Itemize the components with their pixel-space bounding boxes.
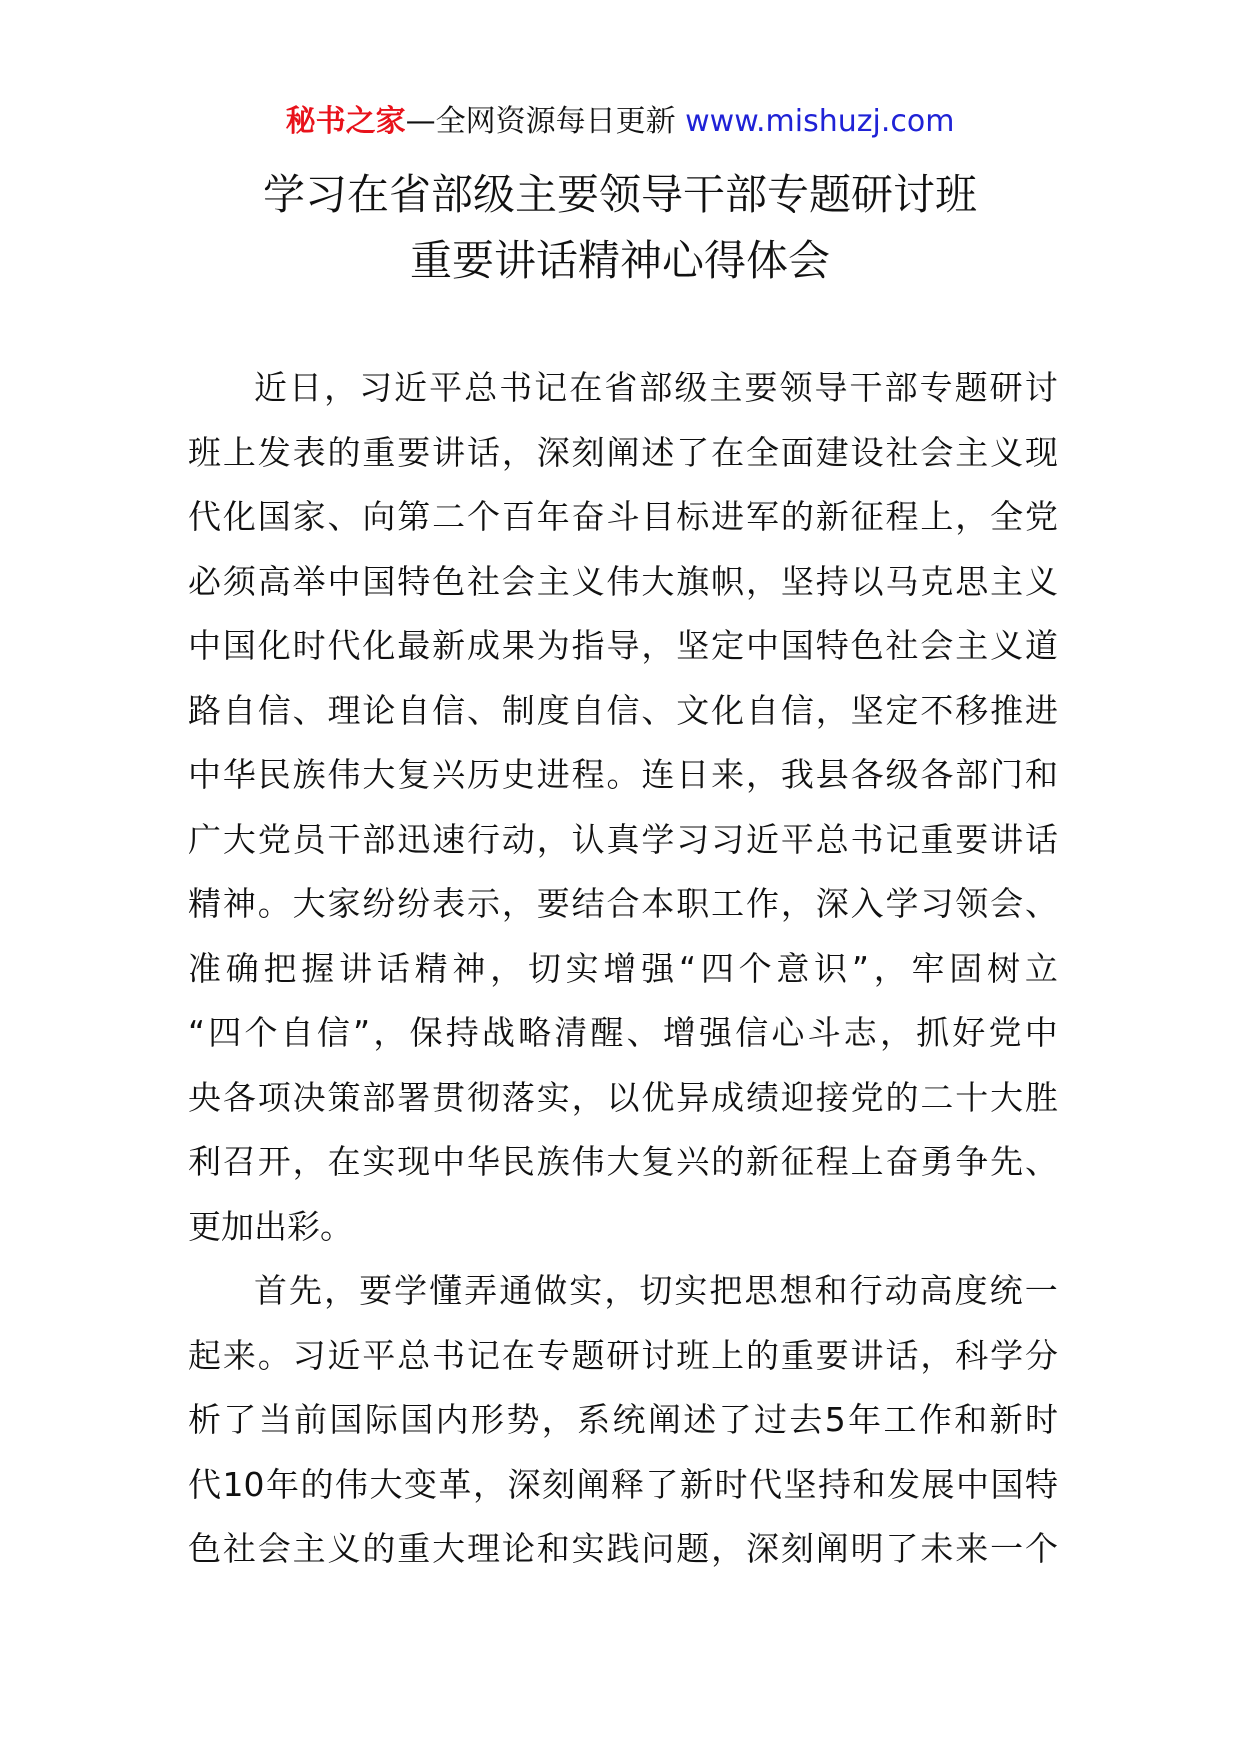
body-line: “ 四 个 自 信 ” ， 保 持 战 略 清 醒 、 增 强 信 心 斗 志 ， 抓 好 党 中: [188, 1013, 1058, 1052]
body-line: 首 先 ， 要 学 懂 弄 通 做 实 ， 切 实 把 思 想 和 行 动 高 度 统 一: [254, 1271, 1058, 1310]
site-url: www.mishuzj.com: [685, 104, 955, 139]
title-line-2: 重要讲话精神心得体会: [409, 236, 830, 285]
body-line: 精 神 。 大 家 纷 纷 表 示 ， 要 结 合 本 职 工 作 ， 深 入 学 习 领 会 、: [188, 884, 1058, 923]
document-body: [188, 356, 1058, 1582]
body-line: 准 确 把 握 讲 话 精 神 ， 切 实 增 强 “ 四 个 意 识 ” ， 牢 固 树 立: [188, 948, 1058, 988]
body-line: 央 各 项 决 策 部 署 贯 彻 落 实 ， 以 优 异 成 绩 迎 接 党 的 二 十 大 胜: [188, 1077, 1058, 1117]
body-line: 中 国 化 时 代 化 最 新 成 果 为 指 导 ， 坚 定 中 国 特 色 社 会 主 义 道: [188, 626, 1058, 665]
body-line: 班 上 发 表 的 重 要 讲 话 ， 深 刻 阐 述 了 在 全 面 建 设 社 会 主 义 现: [188, 432, 1058, 472]
body-line: 代 化 国 家 、 向 第 二 个 百 年 奋 斗 目 标 进 军 的 新 征 程 上 ， 全 党: [188, 497, 1058, 536]
body-line: 利 召 开 ， 在 实 现 中 华 民 族 伟 大 复 兴 的 新 征 程 上 奋 勇 争 先 、: [188, 1142, 1058, 1181]
title-line-1: 学习在省部级主要领导干部专题研讨班: [262, 170, 977, 219]
body-line: 起 来 。 习 近 平 总 书 记 在 专 题 研 讨 班 上 的 重 要 讲 话 ， 科 学 分: [188, 1335, 1058, 1375]
body-line: 更加出彩。: [188, 1206, 353, 1246]
body-line: 路 自 信 、 理 论 自 信 、 制 度 自 信 、 文 化 自 信 ， 坚 定 不 移 推 进: [188, 690, 1058, 730]
body-line: 必 须 高 举 中 国 特 色 社 会 主 义 伟 大 旗 帜 ， 坚 持 以 马 克 思 主 义: [188, 561, 1058, 601]
document-title: [0, 162, 1240, 294]
site-header: [0, 100, 1240, 144]
body-line: 近 日 ， 习 近 平 总 书 记 在 省 部 级 主 要 领 导 干 部 专 题 研 讨: [254, 368, 1058, 407]
header-tagline: —全网资源每日更新: [405, 104, 676, 139]
body-line: 广 大 党 员 干 部 迅 速 行 动 ， 认 真 学 习 习 近 平 总 书 记 重 要 讲 话: [188, 819, 1058, 859]
body-line: 中 华 民 族 伟 大 复 兴 历 史 进 程 。 连 日 来 ， 我 县 各 级 各 部 门 和: [188, 755, 1058, 794]
body-line: 代 10 年 的 伟 大 变 革 ， 深 刻 阐 释 了 新 时 代 坚 持 和 发 展 中 国 特: [188, 1464, 1058, 1504]
body-line: 色 社 会 主 义 的 重 大 理 论 和 实 践 问 题 ， 深 刻 阐 明 了 未 来 一 个: [188, 1529, 1058, 1568]
brand-name: 秘书之家: [285, 104, 406, 139]
body-line: 析 了 当 前 国 际 国 内 形 势 ， 系 统 阐 述 了 过 去 5 年 工 作 和 新 时: [188, 1400, 1058, 1439]
